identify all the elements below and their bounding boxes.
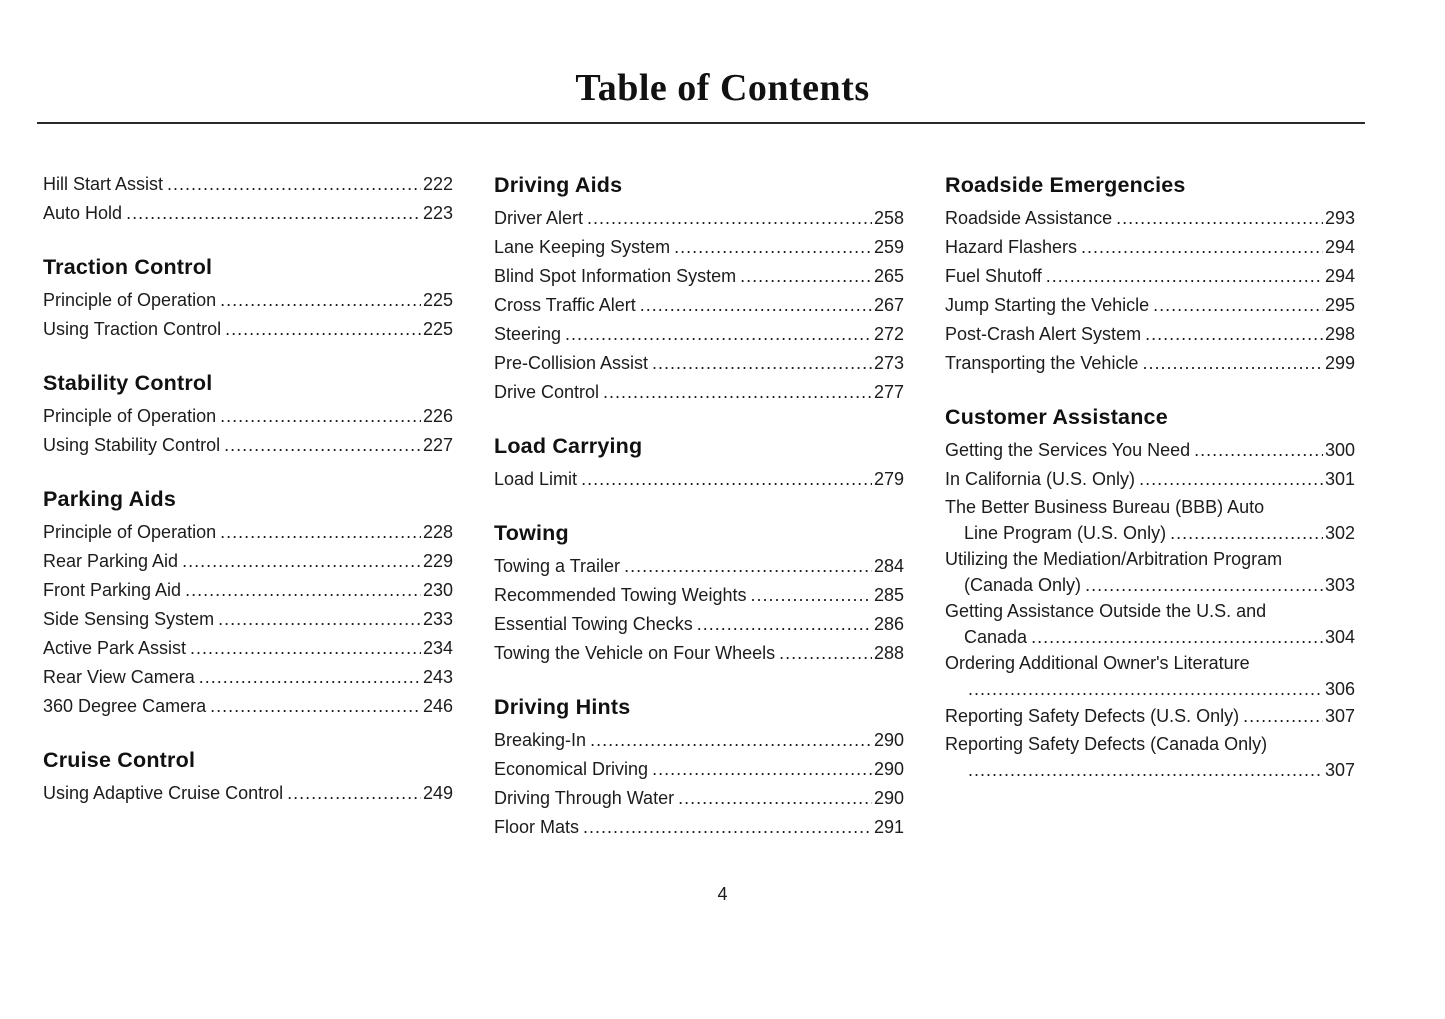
dot-leader <box>1153 291 1323 320</box>
toc-entry-line <box>945 520 1355 546</box>
toc-entry <box>43 518 453 547</box>
toc-entry-page-number: 279 <box>873 469 904 489</box>
dot-leader <box>779 639 872 668</box>
dot-leader <box>167 170 421 199</box>
toc-entry-label: Economical Driving <box>494 759 649 779</box>
toc-entry-line <box>945 262 1355 291</box>
toc-entry-label: Essential Towing Checks <box>494 614 693 634</box>
toc-entry <box>43 547 453 576</box>
dot-leader <box>1031 624 1323 650</box>
toc-entry-line <box>945 624 1355 650</box>
toc-entry-line <box>945 204 1355 233</box>
toc-entry-label: Driving Through Water <box>494 788 675 808</box>
dot-leader <box>565 320 872 349</box>
toc-entry-line <box>945 757 1355 783</box>
dot-leader <box>224 431 421 460</box>
toc-entry-page-number: 246 <box>422 696 453 716</box>
dot-leader <box>126 199 421 228</box>
dot-leader <box>1243 702 1323 731</box>
dot-leader <box>220 402 421 431</box>
toc-entry-page-number: 222 <box>422 174 453 194</box>
toc-entry-label: Rear Parking Aid <box>43 551 179 571</box>
dot-leader <box>1194 436 1323 465</box>
toc-entry-line <box>945 436 1355 465</box>
toc-entry <box>494 610 904 639</box>
toc-entry-line <box>945 349 1355 378</box>
toc-entry <box>43 286 453 315</box>
toc-entry-label: Drive Control <box>494 382 600 402</box>
toc-entry-page-number: 259 <box>873 237 904 257</box>
toc-entry-label: Load Limit <box>494 469 578 489</box>
toc-entry <box>43 576 453 605</box>
section-heading: Traction Control <box>43 255 213 279</box>
toc-entry-label: Breaking-In <box>494 730 587 750</box>
toc-entry-label: Post-Crash Alert System <box>945 324 1142 344</box>
section-heading: Parking Aids <box>43 487 177 511</box>
toc-entry-line <box>494 581 904 610</box>
toc-entry-line <box>43 518 453 547</box>
toc-entry-page-number: 291 <box>873 817 904 837</box>
toc-entry <box>945 598 1355 650</box>
toc-entry <box>945 204 1355 233</box>
toc-entry-line <box>494 262 904 291</box>
dot-leader <box>652 755 872 784</box>
toc-entry-page-number: 301 <box>1324 469 1355 489</box>
toc-entry <box>945 546 1355 598</box>
toc-entry-page-number: 300 <box>1324 440 1355 460</box>
toc-entry-page-number: 290 <box>873 730 904 750</box>
toc-entry-page-number: 243 <box>422 667 453 687</box>
dot-leader <box>968 676 1323 702</box>
dot-leader <box>587 204 872 233</box>
dot-leader <box>583 813 872 842</box>
toc-entry <box>494 349 904 378</box>
toc-entry <box>43 431 453 460</box>
section-heading: Cruise Control <box>43 748 196 772</box>
toc-entry-page-number: 272 <box>873 324 904 344</box>
toc-entry-page-number: 234 <box>422 638 453 658</box>
toc-entry-page-number: 290 <box>873 759 904 779</box>
toc-entry-page-number: 229 <box>422 551 453 571</box>
toc-entry <box>43 779 453 808</box>
dot-leader <box>218 605 421 634</box>
toc-entry <box>494 755 904 784</box>
toc-entry-page-number: 294 <box>1324 237 1355 257</box>
dot-leader <box>624 552 872 581</box>
toc-entry-page-number: 294 <box>1324 266 1355 286</box>
toc-entry <box>494 784 904 813</box>
toc-entry-page-number: 290 <box>873 788 904 808</box>
toc-entry-page-number: 304 <box>1324 627 1355 647</box>
toc-entry-page-number: 285 <box>873 585 904 605</box>
toc-entry-label: (Canada Only) <box>964 575 1082 595</box>
toc-entry-page-number: 298 <box>1324 324 1355 344</box>
dot-leader <box>1139 465 1323 494</box>
toc-entry-line <box>43 576 453 605</box>
toc-entry-label: Side Sensing System <box>43 609 215 629</box>
dot-leader <box>1046 262 1323 291</box>
dot-leader <box>1145 320 1323 349</box>
toc-entry-line <box>494 610 904 639</box>
toc-entry-page-number: 307 <box>1324 760 1355 780</box>
dot-leader <box>1081 233 1323 262</box>
toc-entry-line <box>43 634 453 663</box>
toc-entry-page-number: 233 <box>422 609 453 629</box>
toc-entry-line <box>945 702 1355 731</box>
section-heading: Stability Control <box>43 371 213 395</box>
toc-entry <box>494 639 904 668</box>
toc-entry-page-number: 258 <box>873 208 904 228</box>
toc-entry <box>945 262 1355 291</box>
toc-entry <box>494 233 904 262</box>
dot-leader <box>652 349 872 378</box>
toc-entry-page-number: 284 <box>873 556 904 576</box>
toc-entry-text: The Better Business Bureau (BBB) Auto <box>945 497 1265 517</box>
toc-entry-page-number: 249 <box>422 783 453 803</box>
toc-columns <box>43 170 1357 842</box>
toc-entry <box>494 378 904 407</box>
toc-column-3 <box>945 170 1355 842</box>
toc-entry-label: Hazard Flashers <box>945 237 1078 257</box>
toc-entry-page-number: 288 <box>873 643 904 663</box>
section-heading: Driving Hints <box>494 695 631 719</box>
toc-entry-line <box>43 605 453 634</box>
toc-entry-label: Active Park Assist <box>43 638 187 658</box>
dot-leader <box>225 315 421 344</box>
dot-leader <box>590 726 872 755</box>
toc-entry-page-number: 286 <box>873 614 904 634</box>
toc-entry-line <box>43 199 453 228</box>
toc-entry-page-number: 307 <box>1324 706 1355 726</box>
toc-entry-page-number: 227 <box>422 435 453 455</box>
toc-entry-label: Rear View Camera <box>43 667 195 687</box>
toc-entry <box>43 634 453 663</box>
toc-entry-label: Driver Alert <box>494 208 584 228</box>
dot-leader <box>287 779 421 808</box>
toc-entry-label: Principle of Operation <box>43 522 217 542</box>
toc-entry-line <box>494 552 904 581</box>
toc-entry <box>494 465 904 494</box>
dot-leader <box>199 663 421 692</box>
toc-entry-line <box>494 784 904 813</box>
toc-entry-line <box>494 755 904 784</box>
toc-entry-label: 360 Degree Camera <box>43 696 207 716</box>
toc-entry <box>43 170 453 199</box>
toc-entry-label: Towing a Trailer <box>494 556 621 576</box>
toc-entry-line <box>494 204 904 233</box>
toc-entry-line <box>494 291 904 320</box>
toc-column-2 <box>494 170 904 842</box>
toc-entry-page-number: 228 <box>422 522 453 542</box>
toc-entry <box>43 692 453 721</box>
section-heading: Driving Aids <box>494 173 623 197</box>
toc-entry <box>945 436 1355 465</box>
toc-entry-label: Fuel Shutoff <box>945 266 1042 286</box>
toc-entry-label: Recommended Towing Weights <box>494 585 747 605</box>
section-heading: Load Carrying <box>494 434 643 458</box>
toc-entry-page-number: 303 <box>1324 575 1355 595</box>
toc-entry-line <box>945 320 1355 349</box>
toc-entry-line <box>43 286 453 315</box>
toc-entry-label: Front Parking Aid <box>43 580 182 600</box>
toc-entry-line <box>43 170 453 199</box>
toc-entry-label: Roadside Assistance <box>945 208 1113 228</box>
toc-entry <box>945 320 1355 349</box>
toc-entry-page-number: 226 <box>422 406 453 426</box>
toc-entry <box>43 199 453 228</box>
toc-entry-line <box>43 692 453 721</box>
toc-entry-text: Reporting Safety Defects (Canada Only) <box>945 734 1268 754</box>
toc-entry <box>494 726 904 755</box>
toc-entry-label: In California (U.S. Only) <box>945 469 1136 489</box>
toc-entry-line <box>43 402 453 431</box>
toc-entry-page-number: 277 <box>873 382 904 402</box>
toc-entry-line <box>945 572 1355 598</box>
toc-entry-page-number: 267 <box>873 295 904 315</box>
toc-entry-page-number: 273 <box>873 353 904 373</box>
toc-entry-label: Towing the Vehicle on Four Wheels <box>494 643 776 663</box>
dot-leader <box>190 634 421 663</box>
toc-entry <box>945 465 1355 494</box>
toc-entry <box>945 702 1355 731</box>
toc-entry-label: Lane Keeping System <box>494 237 671 257</box>
toc-entry-text: Utilizing the Mediation/Arbitration Program <box>945 549 1283 569</box>
toc-entry-line <box>43 315 453 344</box>
toc-entry-label: Getting the Services You Need <box>945 440 1191 460</box>
dot-leader <box>750 581 871 610</box>
dot-leader <box>1170 520 1323 546</box>
toc-entry-label: Principle of Operation <box>43 406 217 426</box>
toc-entry-line <box>494 320 904 349</box>
toc-entry <box>494 262 904 291</box>
section-heading: Roadside Emergencies <box>945 173 1186 197</box>
toc-entry <box>945 731 1355 783</box>
toc-entry-label: Principle of Operation <box>43 290 217 310</box>
dot-leader <box>182 547 421 576</box>
toc-entry-label: Cross Traffic Alert <box>494 295 636 315</box>
toc-entry-page-number: 302 <box>1324 523 1355 543</box>
page-title: Table of Contents <box>575 67 870 109</box>
toc-entry-line <box>43 779 453 808</box>
dot-leader <box>220 518 421 547</box>
toc-entry-label: Reporting Safety Defects (U.S. Only) <box>945 706 1240 726</box>
toc-entry-text: Getting Assistance Outside the U.S. and <box>945 601 1267 621</box>
toc-entry <box>43 402 453 431</box>
toc-entry <box>494 813 904 842</box>
dot-leader <box>1142 349 1323 378</box>
toc-entry-label: Using Adaptive Cruise Control <box>43 783 284 803</box>
section-heading: Customer Assistance <box>945 405 1168 429</box>
dot-leader <box>220 286 421 315</box>
toc-entry-label: Using Traction Control <box>43 319 222 339</box>
toc-entry-label: Floor Mats <box>494 817 580 837</box>
toc-entry-line <box>494 378 904 407</box>
toc-entry-page-number: 265 <box>873 266 904 286</box>
dot-leader <box>581 465 872 494</box>
toc-entry <box>945 349 1355 378</box>
toc-entry <box>43 315 453 344</box>
toc-entry-page-number: 223 <box>422 203 453 223</box>
toc-entry-label: Auto Hold <box>43 203 123 223</box>
toc-entry-label: Pre-Collision Assist <box>494 353 649 373</box>
toc-entry-line <box>43 431 453 460</box>
toc-entry-label: Line Program (U.S. Only) <box>964 523 1167 543</box>
toc-entry <box>43 605 453 634</box>
toc-entry-label: Jump Starting the Vehicle <box>945 295 1150 315</box>
toc-entry <box>494 320 904 349</box>
toc-entry-line <box>945 291 1355 320</box>
section-heading: Towing <box>494 521 569 545</box>
toc-entry <box>945 494 1355 546</box>
toc-entry <box>494 204 904 233</box>
toc-entry-page-number: 306 <box>1324 679 1355 699</box>
toc-entry-line <box>494 465 904 494</box>
toc-entry-page-number: 230 <box>422 580 453 600</box>
toc-entry-label: Using Stability Control <box>43 435 221 455</box>
toc-entry-line <box>945 676 1355 702</box>
toc-entry-page-number: 225 <box>422 319 453 339</box>
title-divider <box>37 122 1365 124</box>
toc-entry-line <box>43 663 453 692</box>
toc-entry-label: Steering <box>494 324 562 344</box>
dot-leader <box>740 262 872 291</box>
dot-leader <box>678 784 872 813</box>
toc-entry-label: Hill Start Assist <box>43 174 164 194</box>
toc-column-1 <box>43 170 453 842</box>
toc-entry <box>494 552 904 581</box>
dot-leader <box>1116 204 1323 233</box>
toc-entry <box>494 291 904 320</box>
toc-entry-text: Ordering Additional Owner's Literature <box>945 653 1250 673</box>
toc-entry-line <box>945 465 1355 494</box>
toc-entry-label: Canada <box>964 627 1028 647</box>
dot-leader <box>603 378 872 407</box>
toc-entry-line <box>494 813 904 842</box>
toc-entry <box>945 650 1355 702</box>
dot-leader <box>968 757 1323 783</box>
toc-entry-line <box>494 726 904 755</box>
dot-leader <box>697 610 872 639</box>
toc-entry-label: Blind Spot Information System <box>494 266 737 286</box>
toc-entry <box>945 233 1355 262</box>
toc-entry <box>494 581 904 610</box>
dot-leader <box>185 576 421 605</box>
dot-leader <box>210 692 421 721</box>
toc-entry-page-number: 225 <box>422 290 453 310</box>
toc-entry-line <box>945 233 1355 262</box>
toc-entry-line <box>43 547 453 576</box>
toc-entry-page-number: 293 <box>1324 208 1355 228</box>
toc-entry-page-number: 299 <box>1324 353 1355 373</box>
toc-entry-line <box>494 349 904 378</box>
dot-leader <box>640 291 872 320</box>
toc-entry-line <box>494 233 904 262</box>
toc-entry <box>43 663 453 692</box>
toc-entry-line <box>494 639 904 668</box>
dot-leader <box>674 233 872 262</box>
dot-leader <box>1085 572 1323 598</box>
toc-entry <box>945 291 1355 320</box>
toc-entry-label: Transporting the Vehicle <box>945 353 1139 373</box>
page-number: 4 <box>717 884 728 904</box>
toc-entry-page-number: 295 <box>1324 295 1355 315</box>
